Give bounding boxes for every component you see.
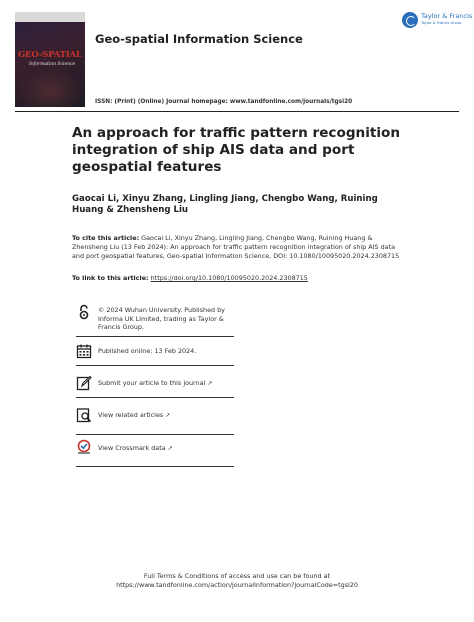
magnifier-icon [76,407,92,423]
cover-subtitle: Information Science [29,62,76,67]
crossmark-text[interactable]: View Crossmark data [98,444,166,452]
journal-name: Geo-spatial Information Science [95,32,303,46]
publisher-logo-icon [402,12,418,28]
info-divider [76,466,234,467]
article-authors: Gaocai Li, Xinyu Zhang, Lingling Jiang, Chengbo Wang, Ruining Huang & Zhensheng Liu [72,194,378,215]
article-link-block [72,274,402,282]
cite-label: To cite this article: [72,234,140,242]
info-divider [76,434,234,435]
link-label: To link to this article: [72,274,149,282]
edit-icon [76,375,92,391]
cover-top-band [15,12,85,22]
info-divider [76,397,234,398]
info-divider [76,365,234,366]
cite-text: Gaocai Li, Xinyu Zhang, Lingling Jiang, Chengbo Wang, Ruining Huang & Zhensheng Liu (13 Feb 2024): An approach for traffic pattern recognition integration of ship AIS data and port geospatial features, Geo-spatial Information Science, DOI: 10.1080/10095020.2024.2308715 [72,234,400,261]
crossmark-link[interactable] [98,444,234,454]
info-divider [76,336,234,337]
submit-article-text[interactable]: Submit your article to this journal [98,379,206,387]
issn-homepage-line[interactable]: ISSN: (Print) (Online) Journal homepage: www.tandfonline.com/journals/tgsi20 [95,99,353,105]
related-articles-text[interactable]: View related articles [98,411,164,419]
article-title: An approach for traffic pattern recognition integration of ship AIS data and port geospatial features [72,125,401,175]
terms-footer [60,572,414,590]
cover-glow [15,67,85,107]
publisher-name: Taylor & Francis [421,12,473,20]
header-divider [15,111,459,112]
related-articles-link[interactable] [98,411,234,421]
cover-title: GEO-SPATIAL [18,50,82,60]
published-date-text: Published online: 13 Feb 2024. [98,347,197,355]
publisher-logo [402,11,473,29]
external-link-icon: ↗ [167,445,173,452]
open-access-icon [76,304,92,320]
calendar-icon [76,343,92,359]
terms-url[interactable]: https://www.tandfonline.com/action/journalInformation?journalCode=tgsi20 [116,581,358,589]
terms-line: Full Terms & Conditions of access and use can be found at [143,572,331,580]
publisher-subname: Taylor & Francis Group [421,21,462,25]
copyright-text: © 2024 Wuhan University. Published by Informa UK Limited, trading as Taylor & Francis Group. [98,306,225,332]
external-link-icon: ↗ [207,380,213,387]
submit-article-link[interactable] [98,379,234,389]
citation-block [72,234,402,262]
doi-link[interactable]: https://doi.org/10.1080/10095020.2024.2308715 [150,274,308,282]
journal-cover-image [15,12,85,107]
external-link-icon: ↗ [165,412,171,419]
crossmark-icon [76,439,92,455]
